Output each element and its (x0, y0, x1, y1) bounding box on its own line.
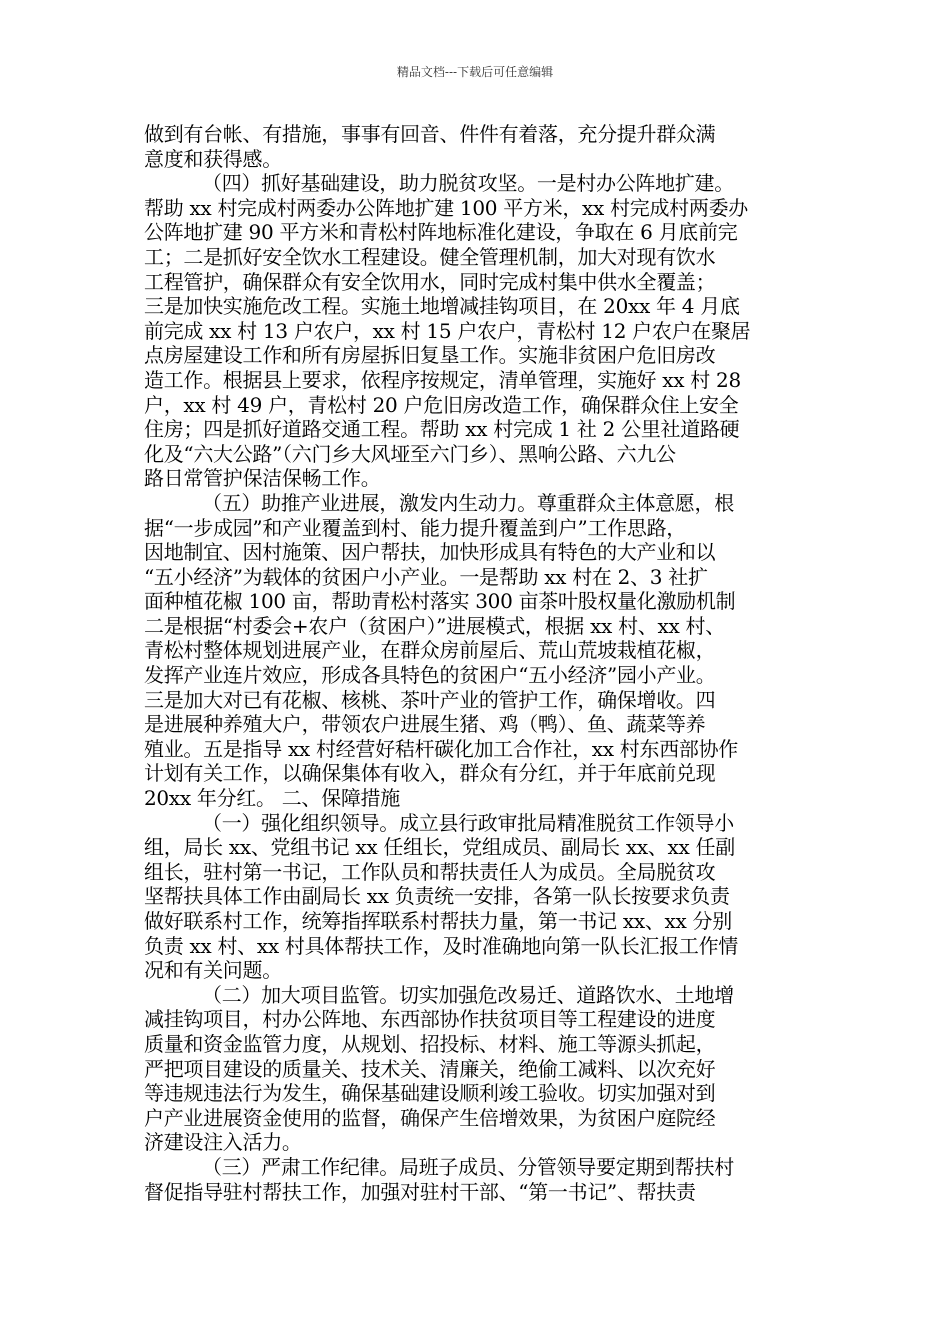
text-line: 减挂钩项目，村办公阵地、东西部协作扶贫项目等工程建设的进度 (144, 1007, 716, 1032)
text-line: 负责 xx 村、xx 村具体帮扶工作，及时准确地向第一队长汇报工作情 (144, 933, 738, 958)
text-line: 造工作。根据县上要求，依程序按规定，清单管理，实施好 xx 村 28 (144, 367, 741, 392)
text-line: “五小经济”为载体的贫困户小产业。一是帮助 xx 村在 2、3 社扩 (144, 564, 708, 589)
text-line: 据“一步成园”和产业覆盖到村、能力提升覆盖到户”工作思路， (144, 515, 686, 540)
text-line: （二）加大项目监管。切实加强危改易迁、道路饮水、土地增 (202, 982, 734, 1007)
text-line: 严把项目建设的质量关、技术关、清廉关，绝偷工减料、以次充好 (144, 1056, 716, 1081)
text-line: （四）抓好基础建设，助力脱贫攻坚。一是村办公阵地扩建。 (202, 171, 734, 196)
text-line: 三是加快实施危改工程。实施土地增减挂钩项目，在 20xx 年 4 月底 (144, 294, 740, 319)
text-line: 户，xx 村 49 户，青松村 20 户危旧房改造工作，确保群众住上安全 (144, 392, 739, 417)
text-line: 三是加大对已有花椒、核桃、茶叶产业的管护工作，确保增收。四 (144, 687, 716, 712)
text-line: 坚帮扶具体工作由副局长 xx 负责统一安排，各第一队长按要求负责 (144, 884, 730, 909)
text-line: 做到有台帐、有措施，事事有回音、件件有着落，充分提升群众满 (144, 122, 716, 146)
text-line: 殖业。五是指导 xx 村经营好秸杆碳化加工合作社，xx 村东西部协作 (144, 736, 738, 761)
text-line: 工程管护，确保群众有安全饮用水，同时完成村集中供水全覆盖； (144, 269, 716, 294)
text-line: 户产业进展资金使用的监督，确保产生倍增效果，为贫困户庭院经 (144, 1105, 716, 1130)
document-body (144, 122, 816, 1204)
text-line: 化及“六大公路”（六门乡大风垭至六门乡）、黑响公路、六九公 (144, 441, 676, 466)
text-line: （一）强化组织领导。成立县行政审批局精准脱贫工作领导小 (202, 810, 734, 835)
text-line: 计划有关工作，以确保集体有收入，群众有分红，并于年底前兑现 (144, 761, 716, 786)
text-line: 质量和资金监管力度，从规划、招投标、材料、施工等源头抓起， (144, 1031, 716, 1056)
text-line: 况和有关问题。 (144, 958, 282, 983)
text-line: 工；二是抓好安全饮水工程建设。健全管理机制，加大对现有饮水 (144, 244, 716, 269)
text-line: 住房；四是抓好道路交通工程。帮助 xx 村完成 1 社 2 公里社道路硬 (144, 417, 740, 442)
text-line: 督促指导驻村帮扶工作，加强对驻村干部、“第一书记”、帮扶责 (144, 1179, 696, 1204)
text-line: 因地制宜、因村施策、因户帮扶，加快形成具有特色的大产业和以 (144, 540, 716, 565)
text-line: 帮助 xx 村完成村两委办公阵地扩建 100 平方米，xx 村完成村两委办 (144, 195, 748, 220)
text-line: 做好联系村工作，统筹指挥联系村帮扶力量，第一书记 xx、xx 分别 (144, 909, 732, 933)
text-line: 发挥产业连片效应，形成各具特色的贫困户“五小经济”园小产业。 (144, 663, 716, 688)
text-line: 组长，驻村第一书记，工作队员和帮扶责任人为成员。全局脱贫攻 (144, 859, 716, 884)
text-line: 意度和获得感。 (144, 146, 282, 171)
text-line: 面种植花椒 100 亩，帮助青松村落实 300 亩茶叶股权量化激励机制 (144, 589, 736, 614)
text-line: 点房屋建设工作和所有房屋拆旧复垦工作。实施非贫困户危旧房改 (144, 343, 716, 368)
text-line: 公阵地扩建 90 平方米和青松村阵地标准化建设，争取在 6 月底前完 (144, 220, 738, 245)
text-line: 二是根据“村委会+农户（贫困户）”进展模式，根据 xx 村、xx 村、 (144, 613, 725, 638)
text-line: （五）助推产业进展，激发内生动力。尊重群众主体意愿，根 (202, 490, 734, 515)
text-line: 等违规违法行为发生，确保基础建设顺利竣工验收。切实加强对到 (144, 1081, 716, 1106)
text-line: 组，局长 xx、党组书记 xx 任组长，党组成员、副局长 xx、xx 任副 (144, 835, 735, 860)
text-line: 路日常管护保洁保畅工作。 (144, 466, 381, 491)
text-line: 济建设注入活力。 (144, 1130, 302, 1155)
text-line: 是进展种养殖大户，带领农户进展生猪、鸡（鸭）、鱼、蔬菜等养 (144, 712, 706, 737)
text-line: 前完成 xx 村 13 户农户，xx 村 15 户农户，青松村 12 户农户在聚居 (144, 318, 751, 343)
text-line: （三）严肃工作纪律。局班子成员、分管领导要定期到帮扶村 (202, 1154, 734, 1179)
text-line: 20xx 年分红。 二、保障措施 (144, 786, 400, 811)
page-header: 精品文档---下载后可任意编辑 (396, 65, 554, 79)
text-line: 青松村整体规划进展产业，在群众房前屋后、荒山荒坡栽植花椒， (144, 638, 716, 663)
